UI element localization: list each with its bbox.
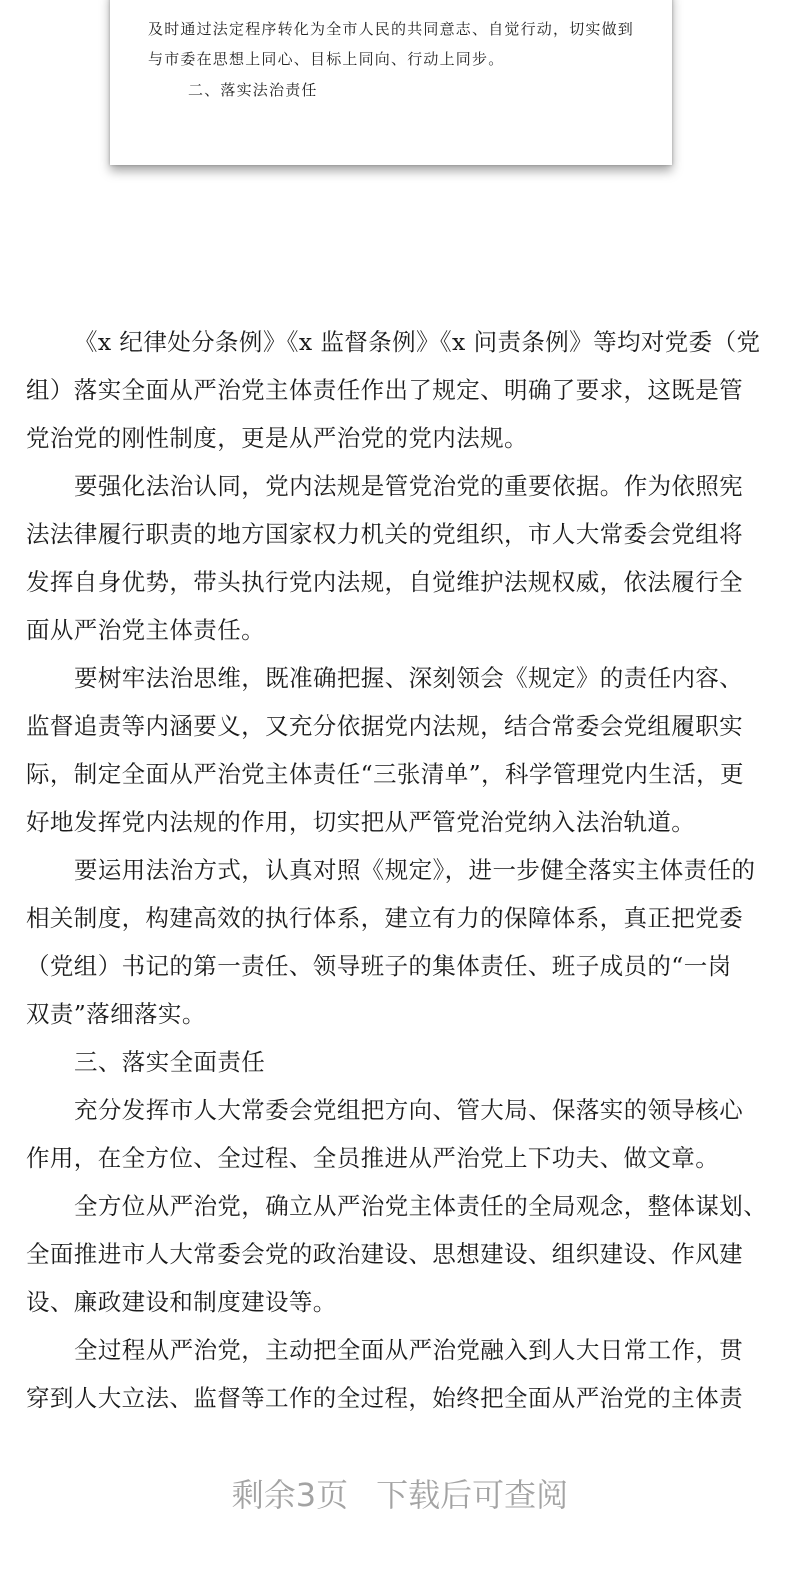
- body-text-line: 全过程从严治党，主动把全面从严治党融入到人大日常工作，贯: [74, 1336, 744, 1364]
- body-text-line: 全方位从严治党，确立从严治党主体责任的全局观念，整体谋划、: [74, 1192, 768, 1220]
- body-text-line: （党组）书记的第一责任、领导班子的集体责任、班子成员的“一岗: [26, 952, 732, 980]
- body-text-line: 《x 纪律处分条例》《x 监督条例》《x 问责条例》等均对党委（党: [74, 328, 761, 356]
- card-heading: 二、落实法治责任: [188, 81, 318, 99]
- body-text-line: 好地发挥党内法规的作用，切实把从严管党治党纳入法治轨道。: [26, 808, 696, 836]
- body-text-line: 组）落实全面从严治党主体责任作出了规定、明确了要求，这既是管: [26, 376, 743, 404]
- body-text-line: 要树牢法治思维，既准确把握、深刻领会《规定》的责任内容、: [74, 664, 744, 692]
- body-text-line: 要强化法治认同，党内法规是管党治党的重要依据。作为依照宪: [74, 472, 744, 500]
- remaining-pages-text: 剩余3页: [231, 1476, 349, 1514]
- body-text-line: 充分发挥市人大常委会党组把方向、管大局、保落实的领导核心: [74, 1096, 744, 1124]
- body-text-line: 双责”落细落实。: [26, 1000, 206, 1028]
- body-text-line: 法法律履行职责的地方国家权力机关的党组织，市人大常委会党组将: [26, 520, 743, 548]
- download-to-view-text: 下载后可查阅: [376, 1476, 569, 1514]
- body-text-line: 发挥自身优势，带头执行党内法规，自觉维护法规权威，依法履行全: [26, 568, 743, 596]
- body-text-line: 作用，在全方位、全过程、全员推进从严治党上下功夫、做文章。: [26, 1144, 720, 1172]
- body-text-line: 相关制度，构建高效的执行体系，建立有力的保障体系，真正把党委: [26, 904, 743, 932]
- card-text-line: 及时通过法定程序转化为全市人民的共同意志、自觉行动，切实做到: [148, 20, 635, 38]
- download-prompt[interactable]: [0, 1470, 800, 1516]
- preview-page-card: [110, 0, 672, 165]
- body-text-line: 全面推进市人大常委会党的政治建设、思想建设、组织建设、作风建: [26, 1240, 743, 1268]
- document-body: [26, 318, 776, 1422]
- body-text-line: 要运用法治方式，认真对照《规定》，进一步健全落实主体责任的: [74, 856, 756, 884]
- body-text-line: 面从严治党主体责任。: [26, 616, 265, 644]
- body-text-line: 际，制定全面从严治党主体责任“三张清单”，科学管理党内生活，更: [26, 760, 744, 788]
- body-text-line: 三、落实全面责任: [74, 1048, 266, 1076]
- card-text-line: 与市委在思想上同心、目标上同向、行动上同步。: [148, 50, 505, 68]
- body-text-line: 设、廉政建设和制度建设等。: [26, 1288, 337, 1316]
- body-text-line: 穿到人大立法、监督等工作的全过程，始终把全面从严治党的主体责: [26, 1384, 743, 1412]
- body-text-line: 监督追责等内涵要义，又充分依据党内法规，结合常委会党组履职实: [26, 712, 743, 740]
- body-text-line: 党治党的刚性制度，更是从严治党的党内法规。: [26, 424, 528, 452]
